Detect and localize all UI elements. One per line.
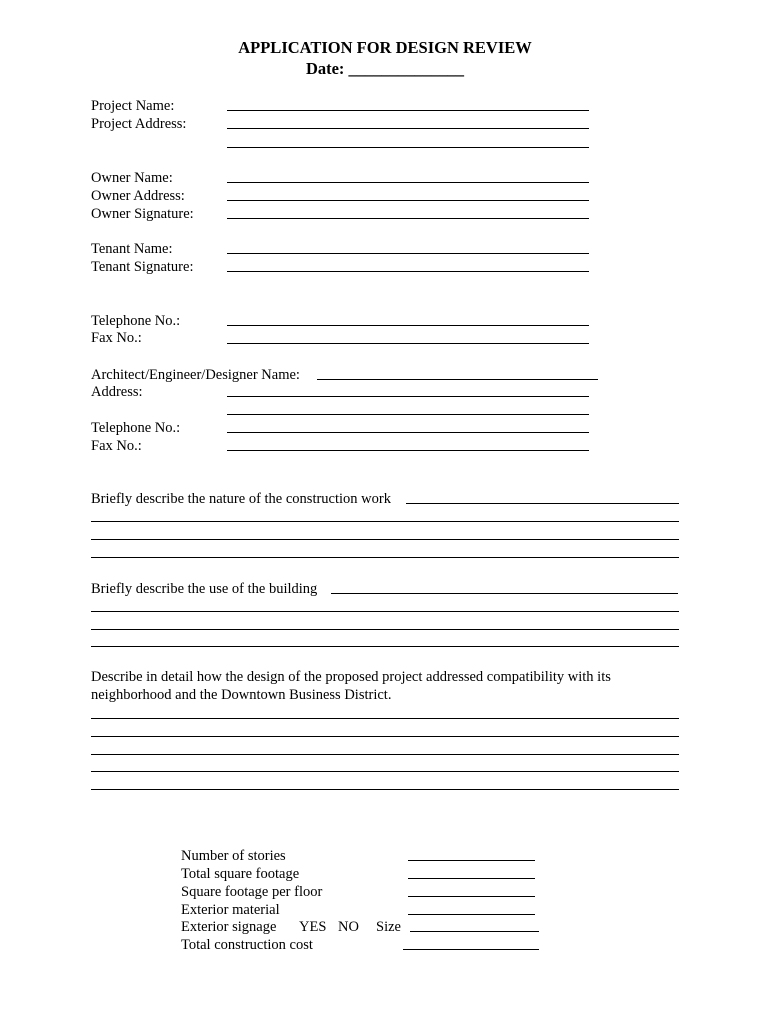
compatibility-line-1[interactable] (91, 718, 679, 719)
signage-no-option[interactable]: NO (338, 919, 359, 935)
form-title: APPLICATION FOR DESIGN REVIEW (238, 38, 532, 57)
architect-address-field-2[interactable] (227, 414, 589, 415)
building-use-line-2[interactable] (91, 611, 679, 612)
project-name-field[interactable] (227, 110, 589, 111)
total-cost-field[interactable] (403, 949, 539, 950)
telephone-field[interactable] (227, 325, 589, 326)
tenant-name-label: Tenant Name: (91, 241, 173, 257)
signage-yes-option[interactable]: YES (299, 919, 327, 935)
exterior-material-label: Exterior material (181, 902, 280, 918)
building-use-prompt: Briefly describe the use of the building (91, 581, 318, 597)
architect-telephone-field[interactable] (227, 432, 589, 433)
sqft-per-floor-label: Square footage per floor (181, 884, 323, 900)
signage-size-field[interactable] (410, 931, 539, 932)
building-use-line-4[interactable] (91, 646, 679, 647)
owner-address-label: Owner Address: (91, 188, 185, 204)
total-cost-label: Total construction cost (181, 937, 313, 953)
compatibility-line-4[interactable] (91, 771, 679, 772)
project-name-label: Project Name: (91, 98, 175, 114)
compatibility-prompt-line-1: Describe in detail how the design of the proposed project addressed compatibility with its (91, 669, 611, 685)
building-use-line-1[interactable] (331, 593, 678, 594)
compatibility-prompt-line-2: neighborhood and the Downtown Business District. (91, 687, 392, 703)
total-sqft-label: Total square footage (181, 866, 300, 882)
telephone-label: Telephone No.: (91, 313, 181, 329)
exterior-material-field[interactable] (408, 914, 535, 915)
project-address-field[interactable] (227, 128, 589, 129)
architect-address-field[interactable] (227, 396, 589, 397)
tenant-name-field[interactable] (227, 253, 589, 254)
signage-size-label: Size (376, 919, 401, 935)
total-sqft-field[interactable] (408, 878, 535, 879)
owner-address-field[interactable] (227, 200, 589, 201)
exterior-signage-label: Exterior signage (181, 919, 277, 935)
architect-name-field[interactable] (317, 379, 598, 380)
project-address-label: Project Address: (91, 116, 187, 132)
sqft-per-floor-field[interactable] (408, 896, 535, 897)
owner-name-field[interactable] (227, 182, 589, 183)
fax-label: Fax No.: (91, 330, 142, 346)
construction-work-prompt: Briefly describe the nature of the construction work (91, 491, 391, 507)
stories-field[interactable] (408, 860, 535, 861)
architect-fax-label: Fax No.: (91, 438, 142, 454)
compatibility-line-2[interactable] (91, 736, 679, 737)
architect-telephone-label: Telephone No.: (91, 420, 181, 436)
building-use-line-3[interactable] (91, 629, 679, 630)
fax-field[interactable] (227, 343, 589, 344)
date-field-label: Date: ______________ (305, 59, 465, 78)
architect-name-label: Architect/Engineer/Designer Name: (91, 367, 300, 383)
construction-work-line-1[interactable] (406, 503, 679, 504)
construction-work-line-2[interactable] (91, 521, 679, 522)
owner-signature-field[interactable] (227, 218, 589, 219)
tenant-signature-label: Tenant Signature: (91, 259, 194, 275)
project-address-field-2[interactable] (227, 147, 589, 148)
architect-fax-field[interactable] (227, 450, 589, 451)
construction-work-line-4[interactable] (91, 557, 679, 558)
owner-signature-label: Owner Signature: (91, 206, 194, 222)
tenant-signature-field[interactable] (227, 271, 589, 272)
architect-address-label: Address: (91, 384, 143, 400)
stories-label: Number of stories (181, 848, 286, 864)
owner-name-label: Owner Name: (91, 170, 173, 186)
compatibility-line-5[interactable] (91, 789, 679, 790)
construction-work-line-3[interactable] (91, 539, 679, 540)
compatibility-line-3[interactable] (91, 754, 679, 755)
